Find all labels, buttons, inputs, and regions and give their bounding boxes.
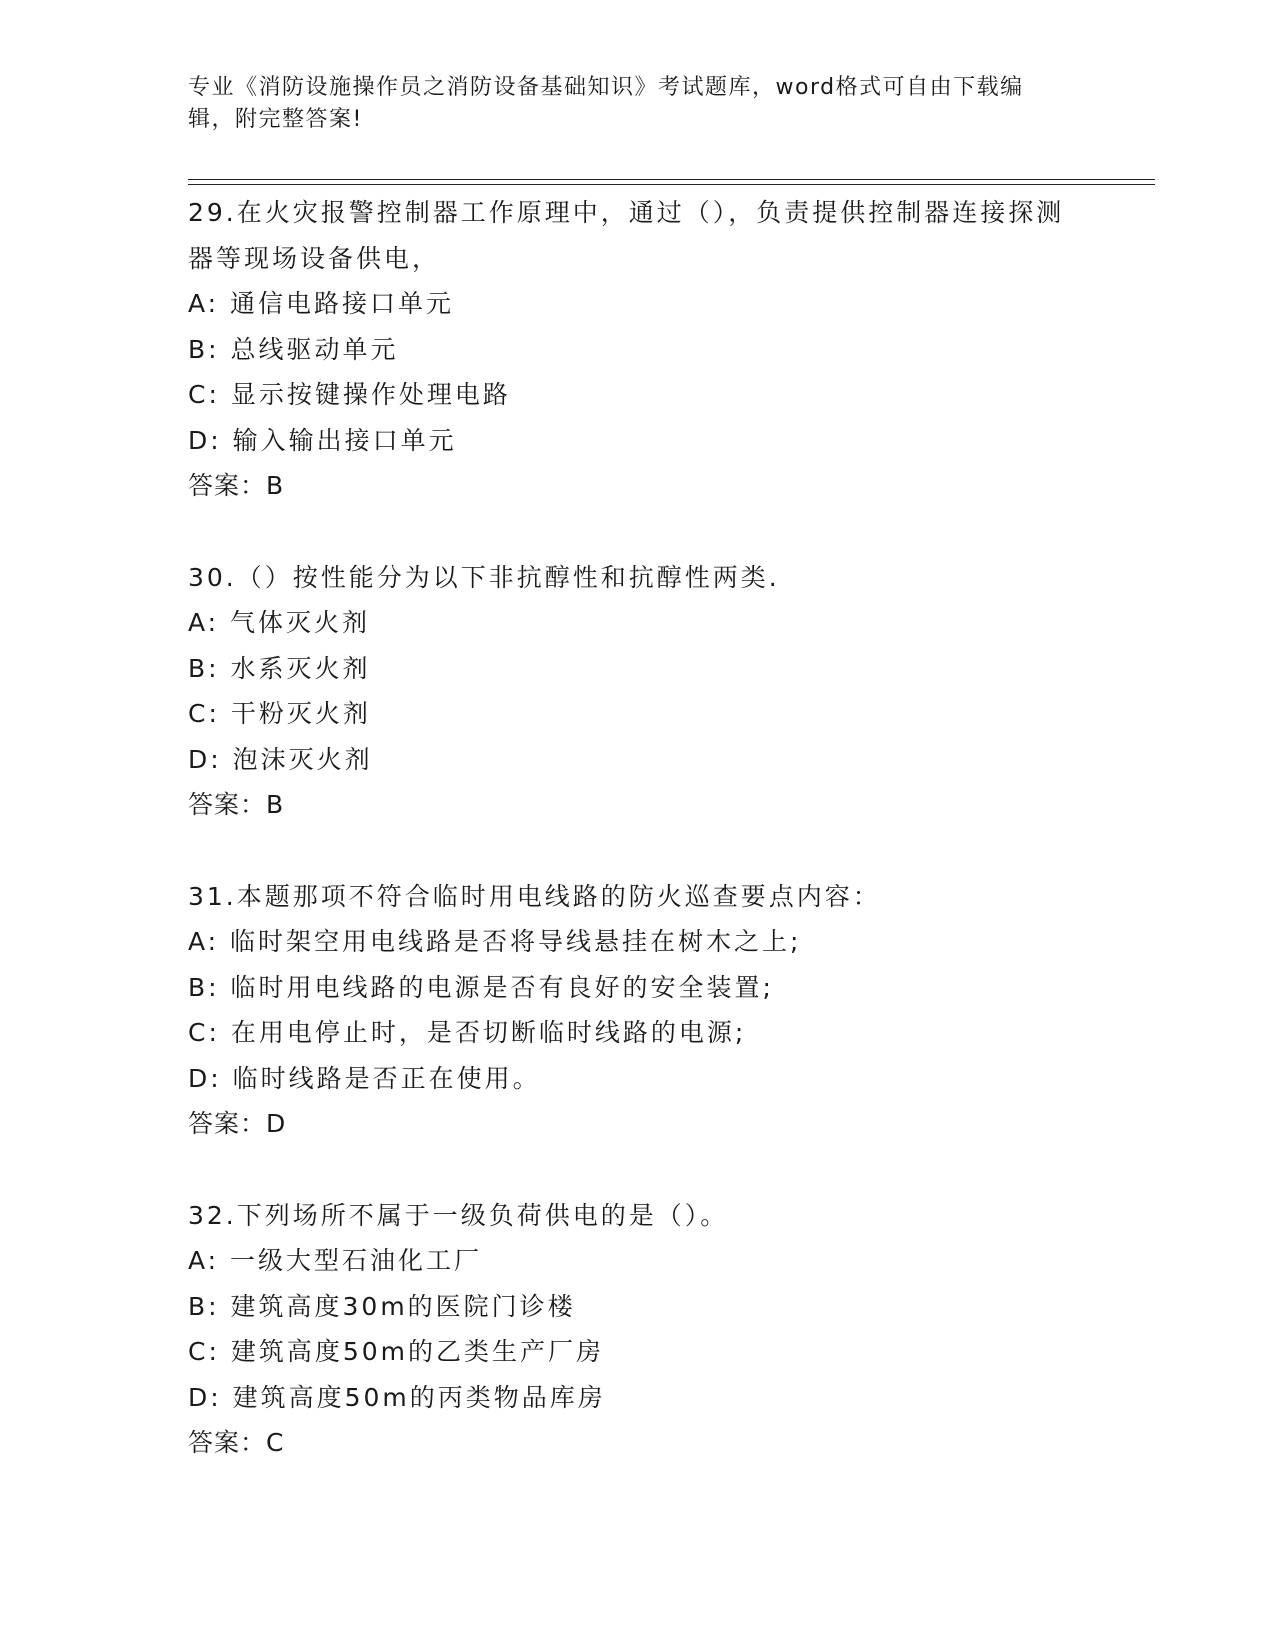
option-b: B: 临时用电线路的电源是否有良好的安全装置;: [188, 972, 774, 1002]
option-c: C: 在用电停止时，是否切断临时线路的电源;: [188, 1018, 747, 1047]
question-stem: 32.下列场所不属于一级负荷供电的是（）。: [188, 1200, 729, 1230]
answer: 答案：D: [188, 1109, 287, 1138]
answer: 答案：C: [188, 1428, 285, 1457]
option-d: D: 泡沫灭火剂: [188, 744, 373, 774]
question-30: [188, 555, 1088, 828]
answer: 答案：B: [188, 790, 285, 819]
header-divider-top: [188, 179, 1155, 180]
question-29: [188, 190, 1088, 509]
option-d: D: 输入输出接口单元: [188, 425, 457, 455]
answer: 答案：B: [188, 471, 285, 500]
option-c: C: 显示按键操作处理电路: [188, 380, 511, 409]
option-b: B: 水系灭火剂: [188, 653, 371, 683]
option-c: C: 建筑高度50m的乙类生产厂房: [188, 1337, 604, 1366]
question-stem: 29.在火灾报警控制器工作原理中，通过（），负责提供控制器连接探测器等现场设备供电，: [188, 198, 1065, 273]
header-divider-bottom: [188, 184, 1155, 185]
option-a: A: 通信电路接口单元: [188, 289, 455, 318]
option-a: A: 一级大型石油化工厂: [188, 1246, 483, 1275]
document-intro: 专业《消防设施操作员之消防设备基础知识》考试题库，word格式可自由下载编辑，附完整答案!: [188, 75, 1024, 132]
option-b: B: 建筑高度30m的医院门诊楼: [188, 1291, 576, 1321]
option-d: D: 建筑高度50m的丙类物品库房: [188, 1382, 606, 1412]
option-a: A: 气体灭火剂: [188, 608, 371, 637]
question-stem: 31.本题那项不符合临时用电线路的防火巡查要点内容：: [188, 881, 881, 911]
option-c: C: 干粉灭火剂: [188, 699, 371, 728]
question-stem: 30.（）按性能分为以下非抗醇性和抗醇性两类.: [188, 562, 780, 592]
question-31: [188, 874, 1088, 1147]
question-list: [188, 190, 1088, 1512]
option-b: B: 总线驱动单元: [188, 334, 399, 364]
option-a: A: 临时架空用电线路是否将导线悬挂在树木之上;: [188, 927, 802, 956]
question-32: [188, 1193, 1088, 1466]
option-d: D: 临时线路是否正在使用。: [188, 1063, 541, 1093]
